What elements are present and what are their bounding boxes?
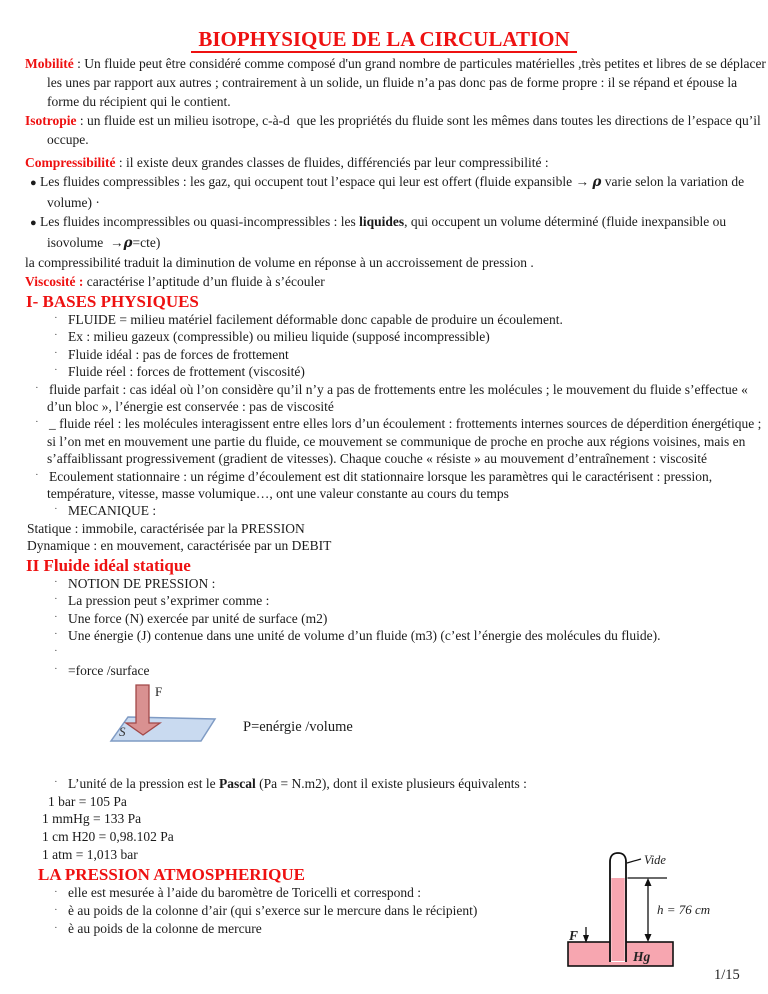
list-item-text: Une énergie (J) contenue dans une unité de volume d’un fluide (m3) (c’est l’énergie des molécules du fluide). [68, 627, 661, 643]
term-mobilite: Mobilité [25, 56, 74, 71]
dot-bullet-icon: · [54, 610, 58, 623]
dot-bullet-icon: · [54, 922, 58, 935]
bullet-compressibles [0, 172, 768, 212]
line-statique: Statique : immobile, caractérisée par la PRESSION [27, 520, 305, 536]
list-item [0, 775, 768, 792]
list-item [0, 575, 768, 592]
rho-symbol: ρ [592, 174, 602, 190]
para-compressibilite-text: : il existe deux grandes classes de fluides, différenciés par leur compressibilité : [115, 155, 549, 170]
dot-bullet-icon: · [54, 503, 58, 516]
list-item-text: FLUIDE = milieu matériel facilement déformable donc capable de produire un écoulement. [68, 312, 563, 327]
dot-bullet-icon: · [54, 627, 58, 640]
section3-heading: LA PRESSION ATMOSPHERIQUE [38, 864, 306, 884]
list-item-text: Ecoulement stationnaire : un régime d’écoulement est dit stationnaire lorsque les paramètres qui le caractérisent : pression, température, vitesse, masse volumique…, ont une valeur constante au cours du temps [47, 468, 713, 502]
list-item [0, 502, 768, 519]
force-label: F [569, 928, 579, 943]
dot-bullet-icon: · [54, 903, 58, 916]
height-arrowhead-top [645, 878, 652, 886]
list-item-text: MECANIQUE : [68, 503, 157, 519]
list-item-text: La pression peut s’exprimer comme : [68, 593, 270, 609]
para-viscosite [25, 272, 768, 291]
list-item [0, 468, 768, 503]
para-isotropie-text: : un fluide est un milieu isotrope, c-à-d que les propriétés du fluide sont les mêmes dans toutes les directions de l’espace qu’il occupe. [47, 113, 761, 147]
list-item [0, 328, 768, 345]
para-compressibilite [0, 153, 768, 172]
para-mobilite-text: : Un fluide peut être considéré comme composé d'un grand nombre de particules matérielles ,très petites et libres de se déplacer les unes par rapport aux autres ; contrairement à un solide, un fluide n’a pas donc pas de forme propre : il se répand et épouse la forme du récipient qui le contient. [47, 56, 766, 109]
list-item-text: =force /surface [68, 662, 150, 678]
pressure-diagram [103, 682, 238, 760]
disc-bullet-icon: ● [30, 177, 37, 189]
mercury-column [611, 878, 624, 961]
para-mobilite [0, 54, 768, 111]
line-dynamique: Dynamique : en mouvement, caractérisée par un DEBIT [27, 538, 332, 554]
page-title [0, 27, 768, 51]
section1-heading: I- BASES PHYSIQUES [26, 292, 199, 311]
page-number: 1/15 [714, 967, 740, 983]
word-liquides: liquides [359, 214, 405, 229]
dot-bullet-icon: · [54, 593, 58, 606]
force-label: F [155, 684, 163, 700]
dot-bullet-icon: · [54, 312, 58, 324]
para-isotropie [0, 111, 768, 149]
word-pascal: Pascal [218, 776, 256, 792]
equivalent-line: 1 bar = 105 Pa [48, 793, 127, 809]
bullet-incompressibles [0, 212, 768, 253]
para-viscosite-text: caractérise l’aptitude d’un fluide à s’écouler [83, 274, 325, 289]
list-item-text: Fluide réel : forces de frottement (viscosité) [68, 364, 305, 380]
para-compress-note: la compressibilité traduit la diminution de volume en réponse à un accroissement de pression . [25, 255, 534, 270]
list-item-text: fluide parfait : cas idéal où l’on considère qu’il n’y a pas de frottements entre les molécules ; le mouvement du fluide s’effectue « d’un bloc », l’énergie est conservée : pas de viscosité [47, 381, 748, 415]
list-item [0, 381, 768, 416]
pressure-caption: P=enérgie /volume [243, 719, 353, 736]
list-item-empty [0, 644, 768, 661]
term-viscosite: Viscosité : [25, 274, 84, 289]
dot-bullet-icon: · [54, 329, 58, 342]
list-item-text: Ex : milieu gazeux (compressible) ou milieu liquide (supposé incompressible) [68, 329, 490, 345]
surface-parallelogram [111, 717, 215, 741]
equivalent-line: 1 cm H20 = 0,98.102 Pa [42, 829, 174, 845]
vide-label: Vide [644, 853, 666, 867]
list-item [0, 311, 768, 328]
dot-bullet-icon: · [54, 662, 58, 675]
dot-bullet-icon: · [35, 468, 39, 481]
section2-list [0, 575, 768, 679]
mercury-label: Hg [633, 949, 651, 964]
list-item [0, 662, 768, 679]
dot-bullet-icon: · [54, 364, 58, 377]
equivalent-line: 1 mmHg = 133 Pa [42, 811, 142, 827]
bullet-incompressibles-post: =cte) [132, 235, 161, 250]
surface-label: S [119, 724, 126, 740]
height-label: h = 76 cm [657, 902, 711, 917]
list-item [0, 415, 768, 467]
bullet-incompressibles-pre: Les fluides incompressibles ou quasi-incompressibles : les [36, 214, 360, 229]
list-item-text: elle est mesurée à l’aide du baromètre de Toricelli et correspond : [68, 884, 422, 900]
page-title-text: BIOPHYSIQUE DE LA CIRCULATION [191, 27, 576, 53]
pascal-post: (Pa = N.m2), dont il existe plusieurs équivalents : [255, 776, 527, 792]
rho-symbol: ρ [123, 235, 133, 251]
term-compressibilite: Compressibilité [25, 155, 116, 170]
dot-bullet-icon: · [35, 416, 39, 429]
dot-bullet-icon: · [54, 645, 58, 658]
list-item [0, 363, 768, 380]
dot-bullet-icon: · [54, 346, 58, 359]
list-item [0, 610, 768, 627]
list-item [0, 627, 768, 644]
term-isotropie: Isotropie [25, 113, 77, 128]
equivalent-line: 1 atm = 1,013 bar [42, 846, 138, 862]
list-item [0, 592, 768, 609]
list-item [0, 346, 768, 363]
list-item-text: è au poids de la colonne d’air (qui s’exerce sur le mercure dans le récipient) [68, 902, 478, 918]
bullet-compressibles-post: varie selon la variation de volume) · [47, 174, 745, 210]
dot-bullet-icon: · [35, 381, 39, 394]
list-item-text: Fluide idéal : pas de forces de frottement [68, 346, 289, 362]
list-item-text: NOTION DE PRESSION : [68, 575, 216, 591]
list-item-text: è au poids de la colonne de mercure [68, 921, 262, 937]
dot-bullet-icon: · [54, 885, 58, 898]
list-item-text: _ fluide réel : les molécules interagissent entre elles lors d’un écoulement : frottements internes sources de déperdition énergétique ; si l’on met en mouvement une partie du fluide, ce mouvement se communique de proche en proche aux régions voisines, mais en s’affaiblissant progressivement (gradient de vitesses). Chaque couche « résiste » au mouvement d’entraînement : viscosité [47, 416, 762, 467]
section2-heading: II Fluide idéal statique [26, 555, 191, 575]
dot-bullet-icon: · [54, 776, 58, 789]
bullet-compressibles-pre: Les fluides compressibles : les gaz, qui occupent tout l’espace qui leur est offert (fluide expansible → [36, 174, 593, 189]
bullet-incompressibles-mid: , qui occupent un volume déterminé (fluide inexpansible ou isovolume → [47, 214, 727, 250]
height-arrowhead-bottom [645, 934, 652, 942]
pascal-pre: L’unité de la pression est le [68, 776, 219, 792]
disc-bullet-icon: ● [30, 217, 37, 229]
list-item-text: Une force (N) exercée par unité de surface (m2) [68, 610, 328, 626]
pressure-diagram-row [0, 679, 768, 775]
dot-bullet-icon: · [54, 575, 58, 588]
vide-pointer-line [627, 859, 641, 863]
section1-list [0, 311, 768, 520]
